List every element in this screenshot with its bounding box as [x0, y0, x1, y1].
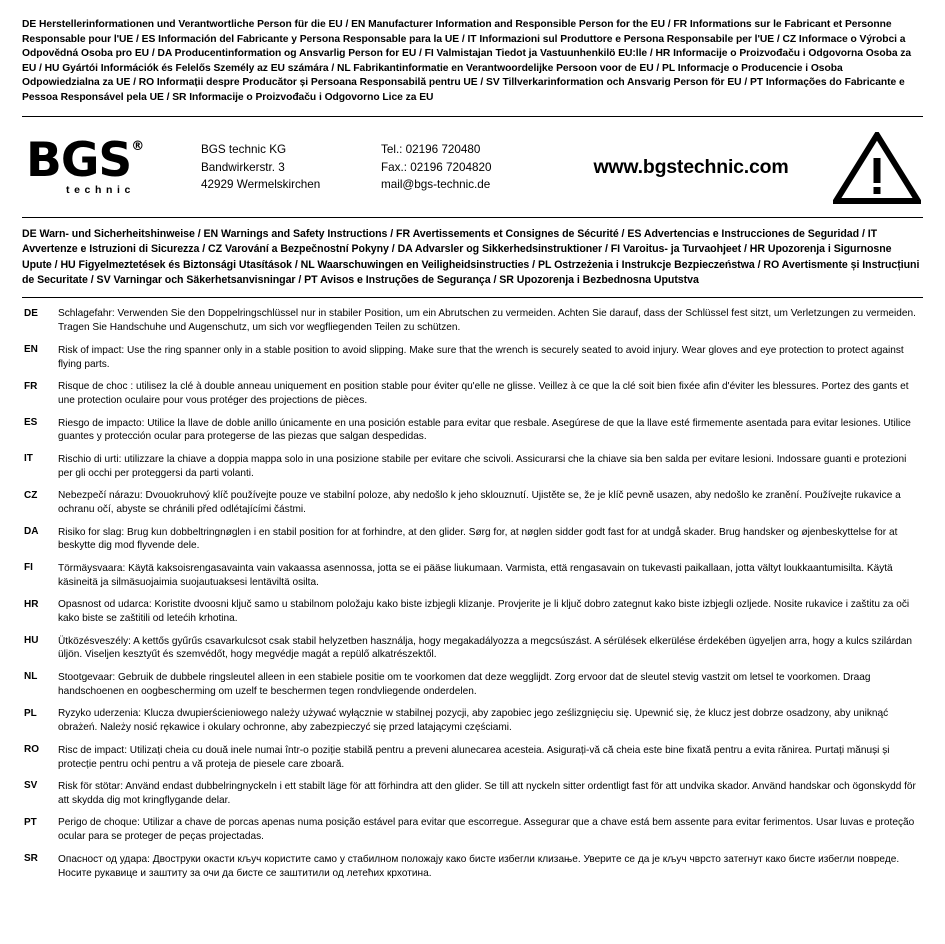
warnings-heading: DE Warn- und Sicherheitshinweise / EN Warnings and Safety Instructions / FR Avertissements et Consignes de Sécurité / ES Advertencias e Instrucciones de Seguridad / IT Avvertenze e Istruzioni di Sicurezza / CZ Varování a Bezpečnostní Pokyny / DA Advarsler og Sikkerhedsinstruktioner / FI Varoitus- ja Turvaohjeet / HR Upozorenja i Sigurnosne Upute / HU Figyelmeztetések és Biztonsági Utasítások / NL Waarschuwingen en Veiligheidsinstructies / PL Ostrzeżenia i Instrukcje Bezpieczeństwa / RO Avertismente și Instrucțiuni de Securitate / SV Varningar och Säkerhetsanvisningar / PT Avisos e Instruções de Segurança / SR Upozorenja i Bezbednosna Uputstva — [22, 227, 920, 287]
instruction-text: Perigo de choque: Utilizar a chave de porcas apenas numa posição estável para evitar que escorregue. Assegurar que a chave está bem assente para evitar ferimentos. Usar luvas e proteção ocular para se proteger de peças projectadas. — [58, 817, 915, 843]
language-code: NL — [24, 671, 38, 683]
instruction-text: Rischio di urti: utilizzare la chiave a doppia mappa solo in una posizione stabile per evitare che scivoli. Assicurarsi che la chiave sia ben salda per evitare lesioni. Indossare guanti e protezioni per gli occhi per proteggersi da parti volanti. — [58, 453, 907, 479]
language-code: PL — [24, 707, 37, 719]
company-fax: Fax.: 02196 7204820 — [381, 160, 492, 174]
language-code: HU — [24, 635, 39, 647]
list-item — [22, 853, 923, 881]
instruction-text: Opasnost od udarca: Koristite dvoosni ključ samo u stabilnom položaju kako biste izbjegli klizanje. Provjerite je li ključ dobro zategnut kako biste izbjegli ozljede. Nosite rukavice i zaštitu za oči kako biste se zaštitili od letećih krhotina. — [58, 599, 910, 625]
language-code: ES — [24, 417, 38, 428]
list-item — [22, 526, 923, 554]
language-code: DE — [24, 307, 38, 319]
list-item — [22, 671, 923, 699]
list-item — [22, 598, 923, 626]
instruction-text: Schlagefahr: Verwenden Sie den Doppelringschlüssel nur in stabiler Position, um ein Abrutschen zu vermeiden. Achten Sie darauf, dass der Schlüssel fest sitzt, um Verletzungen zu vermeiden. Tragen Sie Handschuhe und Augenschutz, um sich vor wegfliegenden Teilen zu schützen. — [58, 308, 916, 334]
language-code: FI — [24, 562, 33, 574]
company-street: Bandwirkerstr. 3 — [201, 160, 285, 174]
language-code: CZ — [24, 489, 38, 501]
registered-trademark-icon: ® — [131, 138, 145, 154]
list-item — [22, 816, 923, 844]
list-item — [22, 380, 923, 408]
language-code: EN — [24, 344, 38, 356]
logo-subtext: technic — [66, 184, 135, 197]
list-item — [22, 417, 923, 445]
list-item — [22, 562, 923, 590]
list-item — [22, 707, 923, 735]
bgs-logo — [22, 132, 201, 197]
language-code: FR — [24, 380, 38, 392]
list-item — [22, 744, 923, 772]
list-item — [22, 453, 923, 481]
company-address — [201, 141, 381, 194]
manufacturer-info-heading: DE Herstellerinformationen und Verantwortliche Person für die EU / EN Manufacturer Information and Responsible Person for the EU / FR Informations sur le Fabricant et Personne Responsable pour l'UE / ES Información del Fabricante y Persona Responsable para la UE / IT Informazioni sul Produttore e Persona Responsabile per l'UE / CZ Informace o Výrobci a Odpovědná Osoba pro EU / DA Producentinformation og Ansvarlig Person for EU / FI Valmistajan Tiedot ja Vastuunhenkilö EU:lle / HR Informacije o Proizvođaču i Odgovorna Osoba za EU / HU Gyártói Információk és Felelős Személy az EU számára / NL Fabrikantinformatie en Verantwoordelijke Persoon voor de EU / PL Informacje o Producencie i Osoba Odpowiedzialna za UE / RO Informații despre Producător și Persoana Responsabilă pentru UE / SV Tillverkarinformation och Ansvarig Person för EU / PT Informações do Fabricante e Pessoa Responsável pela UE / SR Informacije o Proizvođaču i Odgovorno Lice za EU — [22, 19, 912, 104]
company-website: www.bgstechnic.com — [593, 156, 789, 179]
company-email: mail@bgs-technic.de — [381, 178, 491, 192]
instruction-text: Riesgo de impacto: Utilice la llave de doble anillo únicamente en una posición estable para evitar que resbale. Asegúrese de que la llave esté firmemente asentada para evitar lesiones. Utilice guantes y protección ocular para protegerse de las piezas que salgan despedidas. — [58, 417, 911, 443]
instruction-text: Stootgevaar: Gebruik de dubbele ringsleutel alleen in een stabiele positie om te voorkomen dat deze wegglijdt. Zorg ervoor dat de sleutel stevig vastzit om letsel te voorkomen. Draag handschoenen en oogbescherming om uzelf te beschermen tegen rondvliegende onderdelen. — [58, 671, 871, 697]
company-contact — [381, 141, 581, 194]
list-item — [22, 780, 923, 808]
instruction-text: Risk för stötar: Använd endast dubbelringnyckeln i ett stabilt läge för att förhindra att den glider. Se till att nyckeln sitter ordentligt fast för att undvika skador. Använd handskar och ögonskydd för att skydda dig mot kringflygande delar. — [58, 780, 916, 806]
instruction-text: Ütközésveszély: A kettős gyűrűs csavarkulcsot csak stabil helyzetben használja, hogy megakadályozza a megcsúszást. A sérülések elkerülése érdekében ügyeljen arra, hogy a kulcs szilárdan üljön. Viseljen kesztyűt és szemvédőt, hogy megvédje magát a repülő alkatrészektől. — [58, 635, 912, 661]
instruction-text: Risc de impact: Utilizați cheia cu două inele numai într-o poziție stabilă pentru a preveni alunecarea acesteia. Asigurați-vă că cheia este bine fixată pentru a evita rănirea. Purtați mănuși și protecție pentru ochi pentru a vă proteja de piesele care zboară. — [58, 744, 890, 770]
instructions-list — [22, 298, 923, 880]
language-code: SR — [24, 853, 38, 865]
instruction-text: Törmäysvaara: Käytä kaksoisrengasavainta vain vakaassa asennossa, jotta se ei pääse liukumaan. Varmista, että rengasavain on tukevasti paikallaan, jotta vältyt loukkaantumisilta. Käytä käsineitä ja silmäsuojaimia suojautuaksesi lentäviltä osilta. — [58, 562, 893, 588]
company-city: 42929 Wermelskirchen — [201, 178, 321, 192]
company-band — [22, 117, 923, 217]
instruction-text: Ryzyko uderzenia: Klucza dwupierścieniowego należy używać wyłącznie w stabilnej pozycji, aby zapobiec jego ześlizgnięciu się. Upewnić się, że klucz jest dobrze osadzony, aby uniknąć obrażeń. Należy nosić rękawice i okulary ochronne, aby zabezpieczyć się przed latającymi częściami. — [58, 708, 889, 734]
instruction-text: Опасност од удара: Двоструки окасти кључ користите само у стабилном положају како бисте избегли клизање. Уверите се да је кључ чврсто затегнут како бисте избегли повреде. Носите рукавице и заштиту за очи да бисте се заштитили од летећих крхотина. — [58, 853, 900, 879]
warning-triangle-icon — [831, 132, 923, 204]
company-tel: Tel.: 02196 720480 — [381, 143, 481, 157]
logo-text — [26, 132, 145, 188]
logo-wordmark: BGS — [26, 132, 132, 188]
company-name: BGS technic KG — [201, 143, 287, 157]
list-item — [22, 635, 923, 663]
language-code: SV — [24, 780, 38, 792]
language-code: RO — [24, 744, 39, 756]
language-code: HR — [24, 598, 39, 610]
instruction-text: Risk of impact: Use the ring spanner only in a stable position to avoid slipping. Make sure that the wrench is securely seated to avoid injury. Wear gloves and eye protection to protect against flying parts. — [58, 344, 904, 370]
list-item — [22, 489, 923, 517]
instruction-text: Nebezpečí nárazu: Dvouokruhový klíč používejte pouze ve stabilní poloze, aby nedošlo k jeho sklouznutí. Ujistěte se, že je klíč pevně usazen, aby nedošlo ke zranění. Používejte rukavice a ochranu očí, abyste se chránili před odlétajícími částmi. — [58, 490, 901, 516]
language-code: DA — [24, 526, 39, 538]
language-code: PT — [24, 816, 37, 828]
list-item — [22, 344, 923, 372]
instruction-text: Risiko for slag: Brug kun dobbeltringnøglen i en stabil position for at forhindre, at den glider. Sørg for, at nøglen sidder godt fast for at undgå skader. Brug handsker og øjenbeskyttelse for at beskytte dig mod flyvende dele. — [58, 526, 898, 552]
language-code: IT — [24, 453, 33, 465]
instruction-text: Risque de choc : utilisez la clé à double anneau uniquement en position stable pour éviter qu'elle ne glisse. Veillez à ce que la clé soit bien fixée afin d'éviter les blessures. Portez des gants et une protection oculaire pour vous protéger des projections de pièces. — [58, 381, 909, 407]
list-item — [22, 307, 923, 335]
